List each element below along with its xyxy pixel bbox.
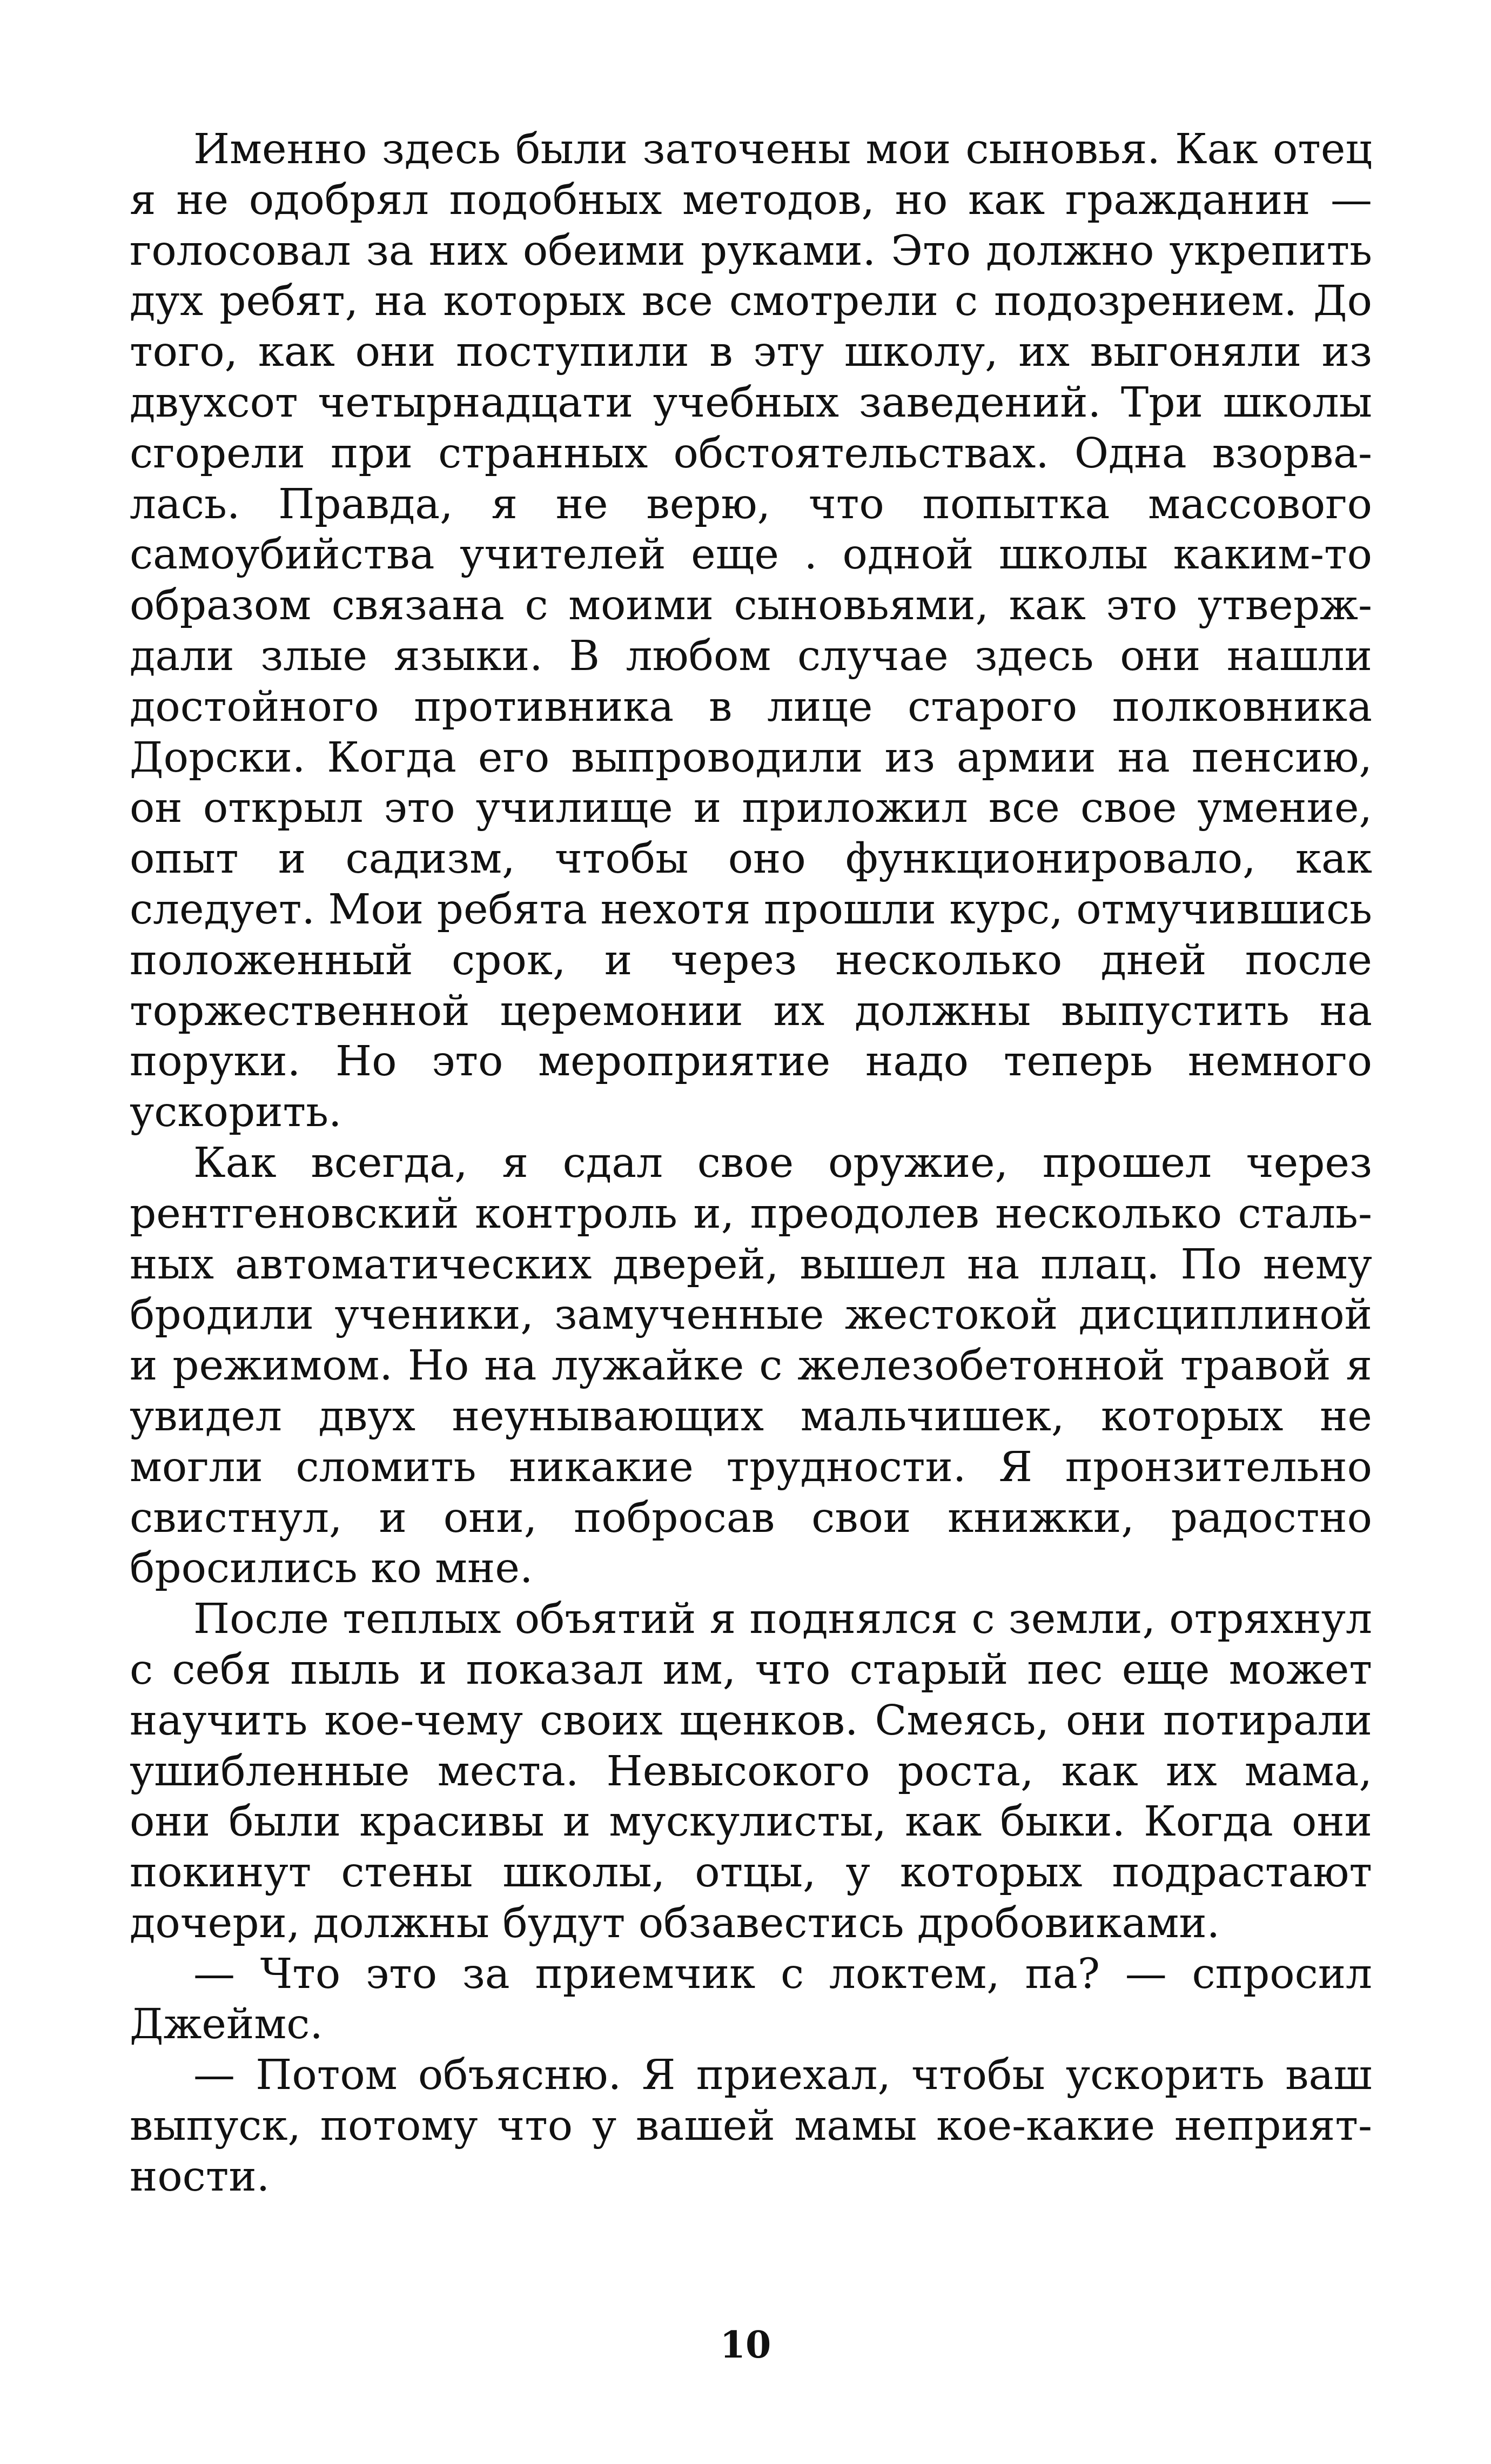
page-number: 10 bbox=[720, 2324, 771, 2367]
paragraph-2: Как всегда, я сдал свое оружие, прошел через рентгеновский контроль и, преодолев несколько стальных автоматических дверей, вышел на плац. По нему бродили ученики, замученные жестокой дисциплиной и режимом. Но на лужайке с железобетонной травой я увидел двух неунывающих мальчишек, которых не могли сломить никакие трудности. Я пронзительно свистнул, и они, побросав свои книжки, радостно бросились ко мне. bbox=[130, 1139, 1372, 1593]
paragraph-3: После теплых объятий я поднялся с земли, отряхнул с себя пыль и показал им, что старый пес еще может научить кое-чему своих щенков. Смеясь, они потирали ушибленные места. Невысокого роста, как их мама, они были красивы и мускулисты, как быки. Когда они покинут стены школы, отцы, у которых подрастают дочери, должны будут обзавестись дробовиками. bbox=[130, 1595, 1372, 1947]
book-page-text bbox=[130, 124, 1372, 2202]
paragraph-4-dialogue: — Что это за приемчик с локтем, па? — спросил Джеймс. bbox=[130, 1950, 1372, 2049]
paragraph-5-dialogue: — Потом объясню. Я приехал, чтобы ускорить ваш выпуск, потому что у вашей мамы кое-какие неприятности. bbox=[130, 2051, 1372, 2201]
paragraph-1: Именно здесь были заточены мои сыновья. Как отец я не одобрял подобных методов, но как гражданин — голосовал за них обеими руками. Это должно укрепить дух ребят, на которых все смотрели с подозрением. До того, как они поступили в эту школу, их выгоняли из двухсот четырнадцати учебных заведений. Три школы сгорели при странных обстоятельствах. Одна взорвалась. Правда, я не верю, что попытка массового самоубийства учителей еще . одной школы каким-то образом связана с моими сыновьями, как это утверждали злые языки. В любом случае здесь они нашли достойного противника в лице старого полковника Дорски. Когда его выпроводили из армии на пенсию, он открыл это училище и приложил все свое умение, опыт и садизм, чтобы оно функционировало, как следует. Мои ребята нехотя прошли курс, отмучившись положенный срок, и через несколько дней после торжественной церемонии их должны выпустить на поруки. Но это мероприятие надо теперь немного ускорить. bbox=[130, 125, 1372, 1137]
